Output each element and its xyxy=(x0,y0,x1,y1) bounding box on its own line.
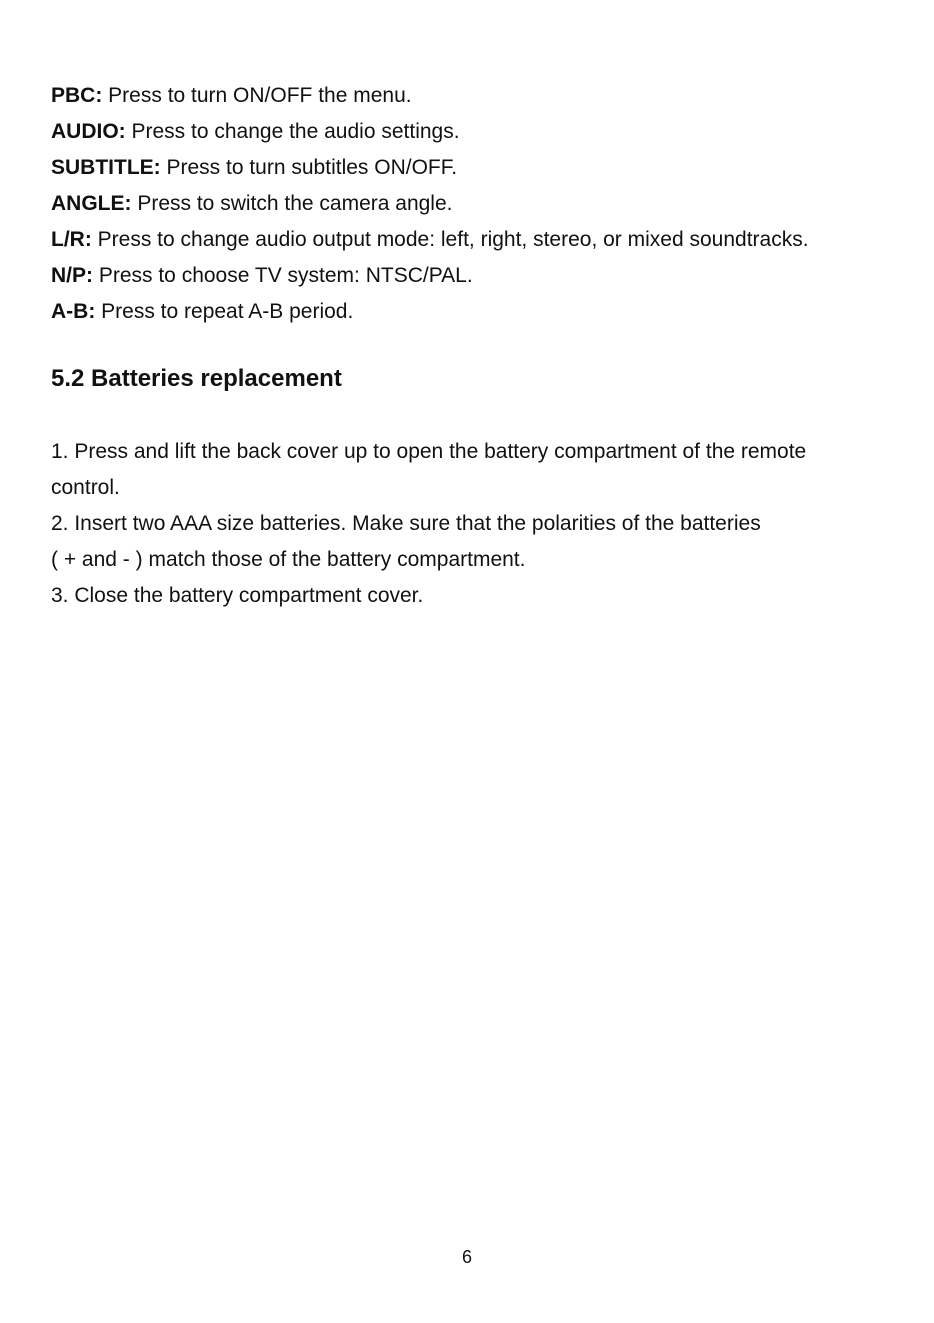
key-text: Press to change audio output mode: left, right, stereo, or mixed soundtracks. xyxy=(91,228,809,251)
key-text: Press to change the audio settings. xyxy=(125,120,460,143)
key-label: A-B: xyxy=(51,300,96,323)
remote-key-list xyxy=(51,78,891,330)
battery-steps xyxy=(51,434,891,614)
step-line: control. xyxy=(51,476,120,499)
key-label: SUBTITLE: xyxy=(51,156,161,179)
step-line: 2. Insert two AAA size batteries. Make sure that the polarities of the batteries xyxy=(51,512,761,535)
section-title: 5.2 Batteries replacement xyxy=(51,365,342,392)
key-text: Press to repeat A-B period. xyxy=(95,300,354,323)
key-description-audio xyxy=(51,114,891,150)
step-line: 3. Close the battery compartment cover. xyxy=(51,584,424,607)
key-description-np xyxy=(51,258,891,294)
page-number: 6 xyxy=(461,1247,472,1267)
key-label: AUDIO: xyxy=(51,120,126,143)
key-description-pbc xyxy=(51,78,891,114)
key-label: ANGLE: xyxy=(51,192,132,215)
key-description-angle xyxy=(51,186,891,222)
step-line: ( + and - ) match those of the battery compartment. xyxy=(51,548,526,571)
key-text: Press to turn subtitles ON/OFF. xyxy=(160,156,458,179)
key-text: Press to turn ON/OFF the menu. xyxy=(102,84,412,107)
step-line: 1. Press and lift the back cover up to open the battery compartment of the remote xyxy=(51,440,807,463)
key-text: Press to switch the camera angle. xyxy=(131,192,453,215)
key-description-ab xyxy=(51,294,891,330)
key-text: Press to choose TV system: NTSC/PAL. xyxy=(93,264,473,287)
key-label: N/P: xyxy=(51,264,93,287)
key-label: PBC: xyxy=(51,84,103,107)
key-description-lr xyxy=(51,222,891,258)
key-description-subtitle xyxy=(51,150,891,186)
manual-page xyxy=(51,78,891,607)
key-label: L/R: xyxy=(51,228,92,251)
